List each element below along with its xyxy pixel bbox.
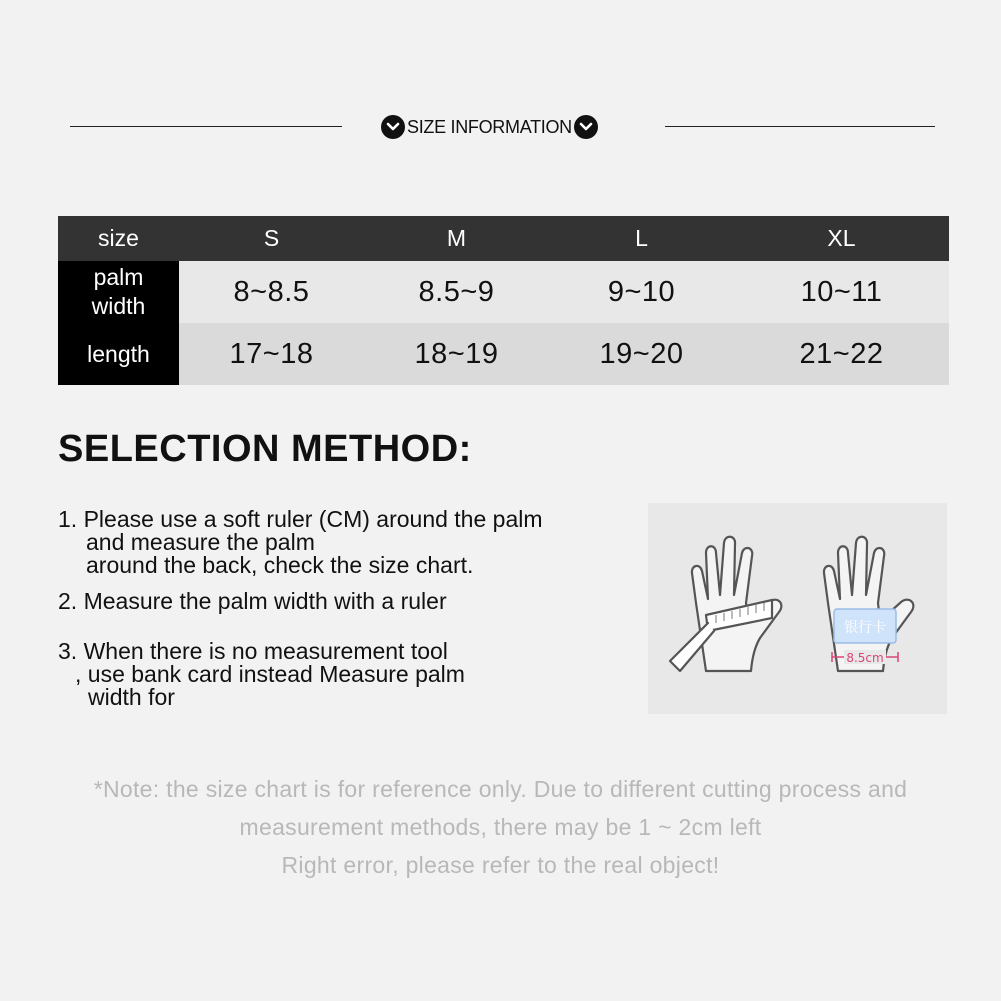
table-row	[58, 323, 949, 385]
divider-left	[70, 126, 342, 127]
table-cell: 19~20	[599, 337, 684, 370]
table-cell: 9~10	[607, 275, 676, 308]
row-label-length: length	[58, 323, 179, 385]
step-item: 2. Measure the palm width with a ruler	[58, 588, 447, 614]
table-cell: 18~19	[414, 337, 499, 370]
size-header-row	[58, 216, 949, 261]
chevron-down-icon	[381, 115, 405, 139]
column-header: S	[263, 225, 280, 251]
table-cell: 17~18	[229, 337, 314, 370]
svg-text:8.5cm: 8.5cm	[846, 651, 884, 665]
column-header: size	[98, 225, 139, 251]
step-item: 1. Please use a soft ruler (CM) around the palm and measure the palm around the back, check the size chart.	[58, 506, 543, 578]
size-info-heading	[381, 112, 598, 142]
selection-method-title: SELECTION METHOD:	[58, 428, 472, 470]
table-cell: 8.5~9	[418, 275, 495, 308]
table-cell: 8~8.5	[233, 275, 310, 308]
column-header: L	[635, 225, 648, 251]
column-header: XL	[827, 225, 856, 251]
size-info-title: SIZE INFORMATION	[407, 116, 572, 137]
table-row	[58, 261, 949, 323]
selection-steps	[58, 508, 638, 709]
column-header: M	[446, 225, 467, 251]
size-note: *Note: the size chart is for reference only. Due to different cutting process and measurement methods, there may be 1 ~ 2cm left Right error, please refer to the real object!	[93, 776, 908, 878]
size-chart-table	[58, 216, 949, 385]
svg-text:银行卡: 银行卡	[844, 620, 886, 636]
row-label-palm-width: palm width	[58, 261, 179, 323]
divider-right	[665, 126, 935, 127]
chevron-down-icon	[574, 115, 598, 139]
table-cell: 21~22	[799, 337, 884, 370]
hands-icon	[648, 503, 947, 714]
hand-measurement-illustration	[648, 503, 947, 714]
step-item: 3. When there is no measurement tool , use bank card instead Measure palm width for	[58, 638, 465, 710]
table-cell: 10~11	[800, 275, 883, 308]
